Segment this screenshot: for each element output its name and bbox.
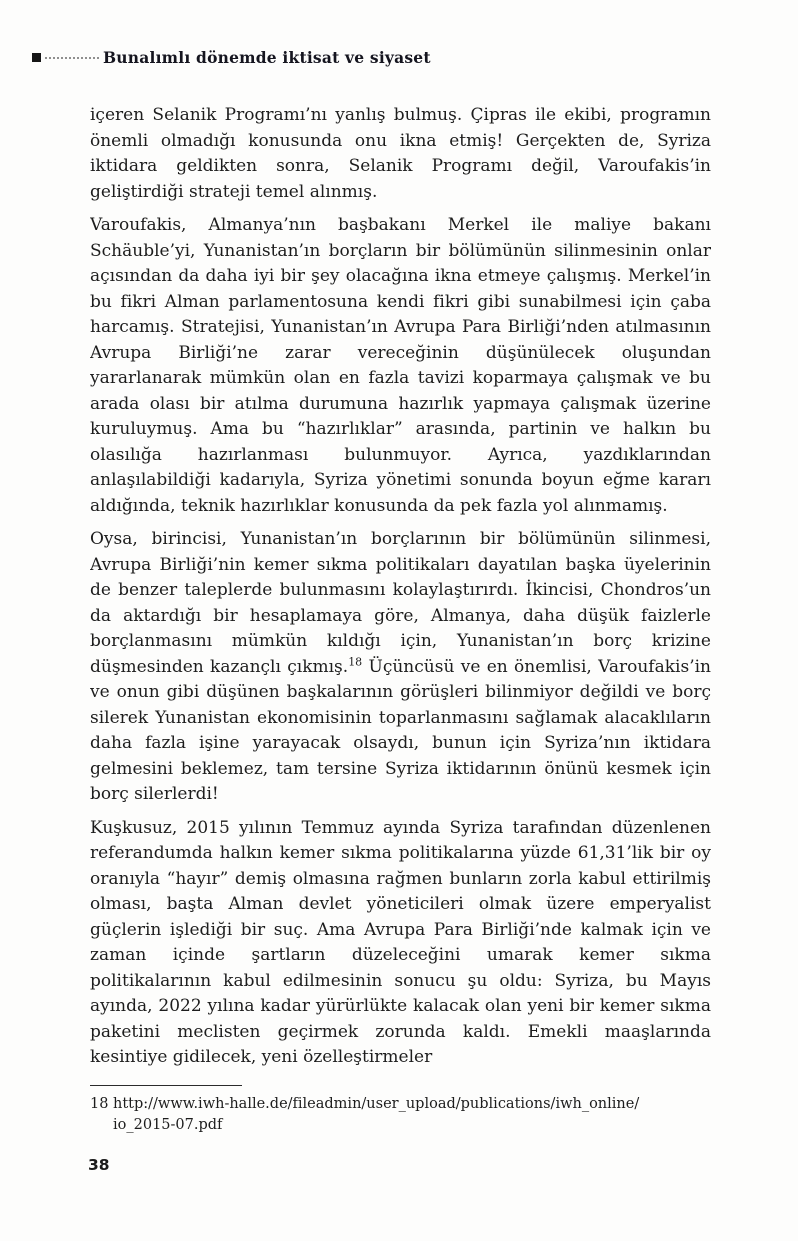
page-body (90, 103, 711, 1081)
running-header (32, 48, 431, 67)
footnote-reference-marker: 18 (348, 654, 363, 668)
footnote (90, 1094, 730, 1136)
footnote-separator-rule (90, 1085, 242, 1086)
paragraph-4: Kuşkusuz, 2015 yılının Temmuz ayında Syriza tarafından düzenlenen referandumda halkın kemer sıkma politikalarına yüzde 61,31’lik bir oy oranıyla “hayır” demiş olmasına rağmen bunların zorla kabul ettirilmiş olması, başta Alman devlet yöneticileri olmak üzere emperyalist güçlerin işlediği bir suç. Ama Avrupa Para Birliği’nde kalmak için ve zaman içinde şartların düzeleceğini umarak kemer sıkma politikalarının kabul edilmesinin sonucu şu oldu: Syriza, bu Mayıs ayında, 2022 yılına kadar yürürlükte kalacak olan yeni bir kemer sıkma paketini meclisten geçirmek zorunda kaldı. Emekli maaşlarında kesintiye gidilecek, yeni özelleştirmeler (90, 817, 711, 1067)
paragraph-2: Varoufakis, Almanya’nın başbakanı Merkel ile maliye bakanı Schäuble’yi, Yunanistan’ın borçların bir bölümünün silinmesinin onlar açısından da daha iyi bir şey olacağına ikna etmeye çalışmış. Merkel’in bu fikri Alman parlamentosuna kendi fikri gibi sunabilmesi için çaba harcamış. Stratejisi, Yunanistan’ın Avrupa Para Birliği’nden atılmasının Avrupa Birliği’ne zarar vereceğinin düşünülecek oluşundan yararlanarak mümkün olan en fazla tavizi koparmaya çalışmak ve bu arada olası bir atılma durumuna hazırlık yapmaya çalışmak üzerine kuruluymuş. Ama bu “hazırlıklar” arasında, partinin ve halkın bu olasılığa hazırlanması bulunmuyor. Ayrıca, yazdıklarından anlaşılabildiği kadarıyla, Syriza yönetimi sonunda boyun eğme kararı aldığında, teknik hazırlıklar konusunda da pek fazla yol alınmamış. (90, 215, 711, 516)
footnote-url-continued: io_2015-07.pdf (113, 1117, 223, 1133)
paragraph-3 (90, 527, 711, 808)
paragraph-3-text-continued: Üçüncüsü ve en önemlisi, Varoufakis’in ve onun gibi düşünen başkalarının görüşleri bilinmiyor değildi ve borç silerek Yunanistan ekonomisinin toparlanmasını sağlamak alacaklıların daha fazla işine yarayacak olsaydı, bunun için Syriza’nın iktidara gelmesini beklemez, tam tersine Syriza iktidarının önünü kesmek için borç silerlerdi! (90, 656, 711, 804)
header-dotted-leader (45, 57, 99, 59)
page-number: 38 (88, 1156, 110, 1174)
footnote-number: 18 (90, 1096, 109, 1112)
paragraph-1: içeren Selanik Programı’nı yanlış bulmuş. Çipras ile ekibi, programın önemli olmadığı konusunda onu ikna etmiş! Gerçekten de, Syriza iktidara geldikten sonra, Selanik Programı değil, Varoufakis’in geliştirdiği strateji temel alınmış. (90, 105, 711, 202)
footnote-text (113, 1094, 639, 1136)
paragraph-3-text: Oysa, birincisi, Yunanistan’ın borçlarının bir bölümünün silinmesi, Avrupa Birliği’nin kemer sıkma politikaları dayatılan başka üyelerinin de benzer taleplerde bulunmasını kolaylaştırırdı. İkincisi, Chondros’un da aktardığı bir hesaplamaya göre, Almanya, daha düşük faizlerle borçlanmasını mümkün kıldığı için, Yunanistan’ın borç krizine düşmesinden kazançlı çıkmış. (90, 529, 711, 677)
footnote-url: http://www.iwh-halle.de/fileadmin/user_upload/publications/iwh_online/ (113, 1096, 640, 1112)
running-header-title: Bunalımlı dönemde iktisat ve siyaset (103, 48, 431, 67)
header-square-marker (32, 53, 41, 62)
